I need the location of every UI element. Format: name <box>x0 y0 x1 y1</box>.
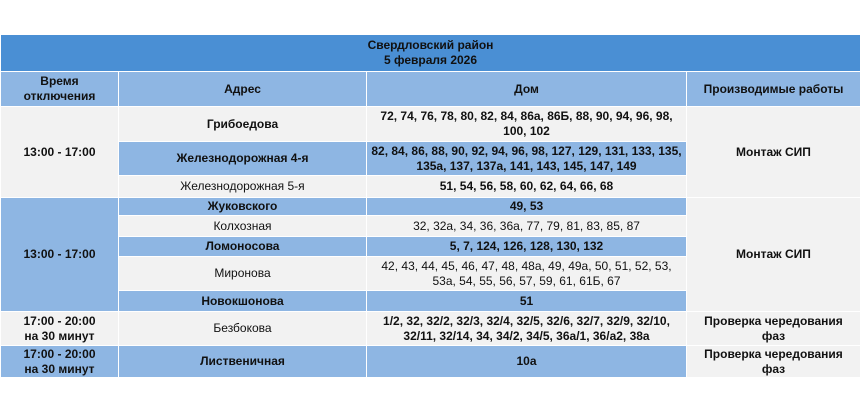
table-title <box>1 35 860 72</box>
house-numbers-cell: 42, 43, 44, 45, 46, 47, 48, 48а, 49, 49а, 50, 51, 52, 53, 53а, 54, 55, 56, 57, 59, 61, 61Б, 67 <box>367 257 687 291</box>
house-numbers-cell: 72, 74, 76, 78, 80, 82, 84, 86а, 86Б, 88, 90, 94, 96, 98, 100, 102 <box>367 107 687 142</box>
house-numbers-cell: 5, 7, 124, 126, 128, 130, 132 <box>367 237 687 257</box>
address-cell: Ломоносова <box>119 237 367 257</box>
column-header-house: Дом <box>367 72 687 107</box>
column-header-row <box>1 72 860 107</box>
district-title: Свердловский район <box>367 38 494 52</box>
table-row <box>1 107 860 142</box>
column-header-address: Адрес <box>119 72 367 107</box>
outage-time-cell <box>1 312 119 346</box>
address-cell: Безбокова <box>119 312 367 346</box>
work-type: Монтаж СИП <box>687 107 860 198</box>
address-cell: Грибоедова <box>119 107 367 142</box>
date-title: 5 февраля 2026 <box>383 53 478 67</box>
address-cell: Железнодорожная 4-я <box>119 142 367 176</box>
house-numbers-cell: 51, 54, 56, 58, 60, 62, 64, 66, 68 <box>367 176 687 198</box>
table-row <box>1 346 860 378</box>
table-row <box>1 198 860 216</box>
outage-schedule-table <box>0 34 860 378</box>
outage-time: 17:00 - 20:00 <box>23 346 96 361</box>
outage-time: 17:00 - 20:00 <box>23 313 96 328</box>
outage-duration: на 30 минут <box>24 361 95 376</box>
outage-time: 13:00 - 17:00 <box>1 198 119 312</box>
house-numbers-cell: 1/2, 32, 32/2, 32/3, 32/4, 32/5, 32/6, 32/7, 32/9, 32/10, 32/11, 32/14, 34, 34/2, 34/5, 36а/1, 36/а2, 38а <box>367 312 687 346</box>
address-cell: Железнодорожная 5-я <box>119 176 367 198</box>
outage-time: 13:00 - 17:00 <box>1 107 119 198</box>
address-cell: Лиственичная <box>119 346 367 378</box>
address-cell: Миронова <box>119 257 367 291</box>
column-header-works: Производимые работы <box>687 72 860 107</box>
table-title-row <box>1 35 860 72</box>
house-numbers-cell: 51 <box>367 291 687 312</box>
house-numbers-cell: 49, 53 <box>367 198 687 216</box>
outage-time-cell <box>1 346 119 378</box>
work-type: Монтаж СИП <box>687 198 860 312</box>
outage-duration: на 30 минут <box>24 328 95 343</box>
address-cell: Жуковского <box>119 198 367 216</box>
house-numbers-cell: 32, 32а, 34, 36, 36а, 77, 79, 81, 83, 85, 87 <box>367 216 687 237</box>
address-cell: Колхозная <box>119 216 367 237</box>
house-numbers-cell: 10а <box>367 346 687 378</box>
work-type: Проверка чередования фаз <box>687 346 860 378</box>
address-cell: Новокшонова <box>119 291 367 312</box>
table-row <box>1 312 860 346</box>
house-numbers-cell: 82, 84, 86, 88, 90, 92, 94, 96, 98, 127, 129, 131, 133, 135, 135а, 137, 137а, 141, 143, 145, 147, 149 <box>367 142 687 176</box>
column-header-time: Время отключения <box>1 72 119 107</box>
work-type: Проверка чередования фаз <box>687 312 860 346</box>
